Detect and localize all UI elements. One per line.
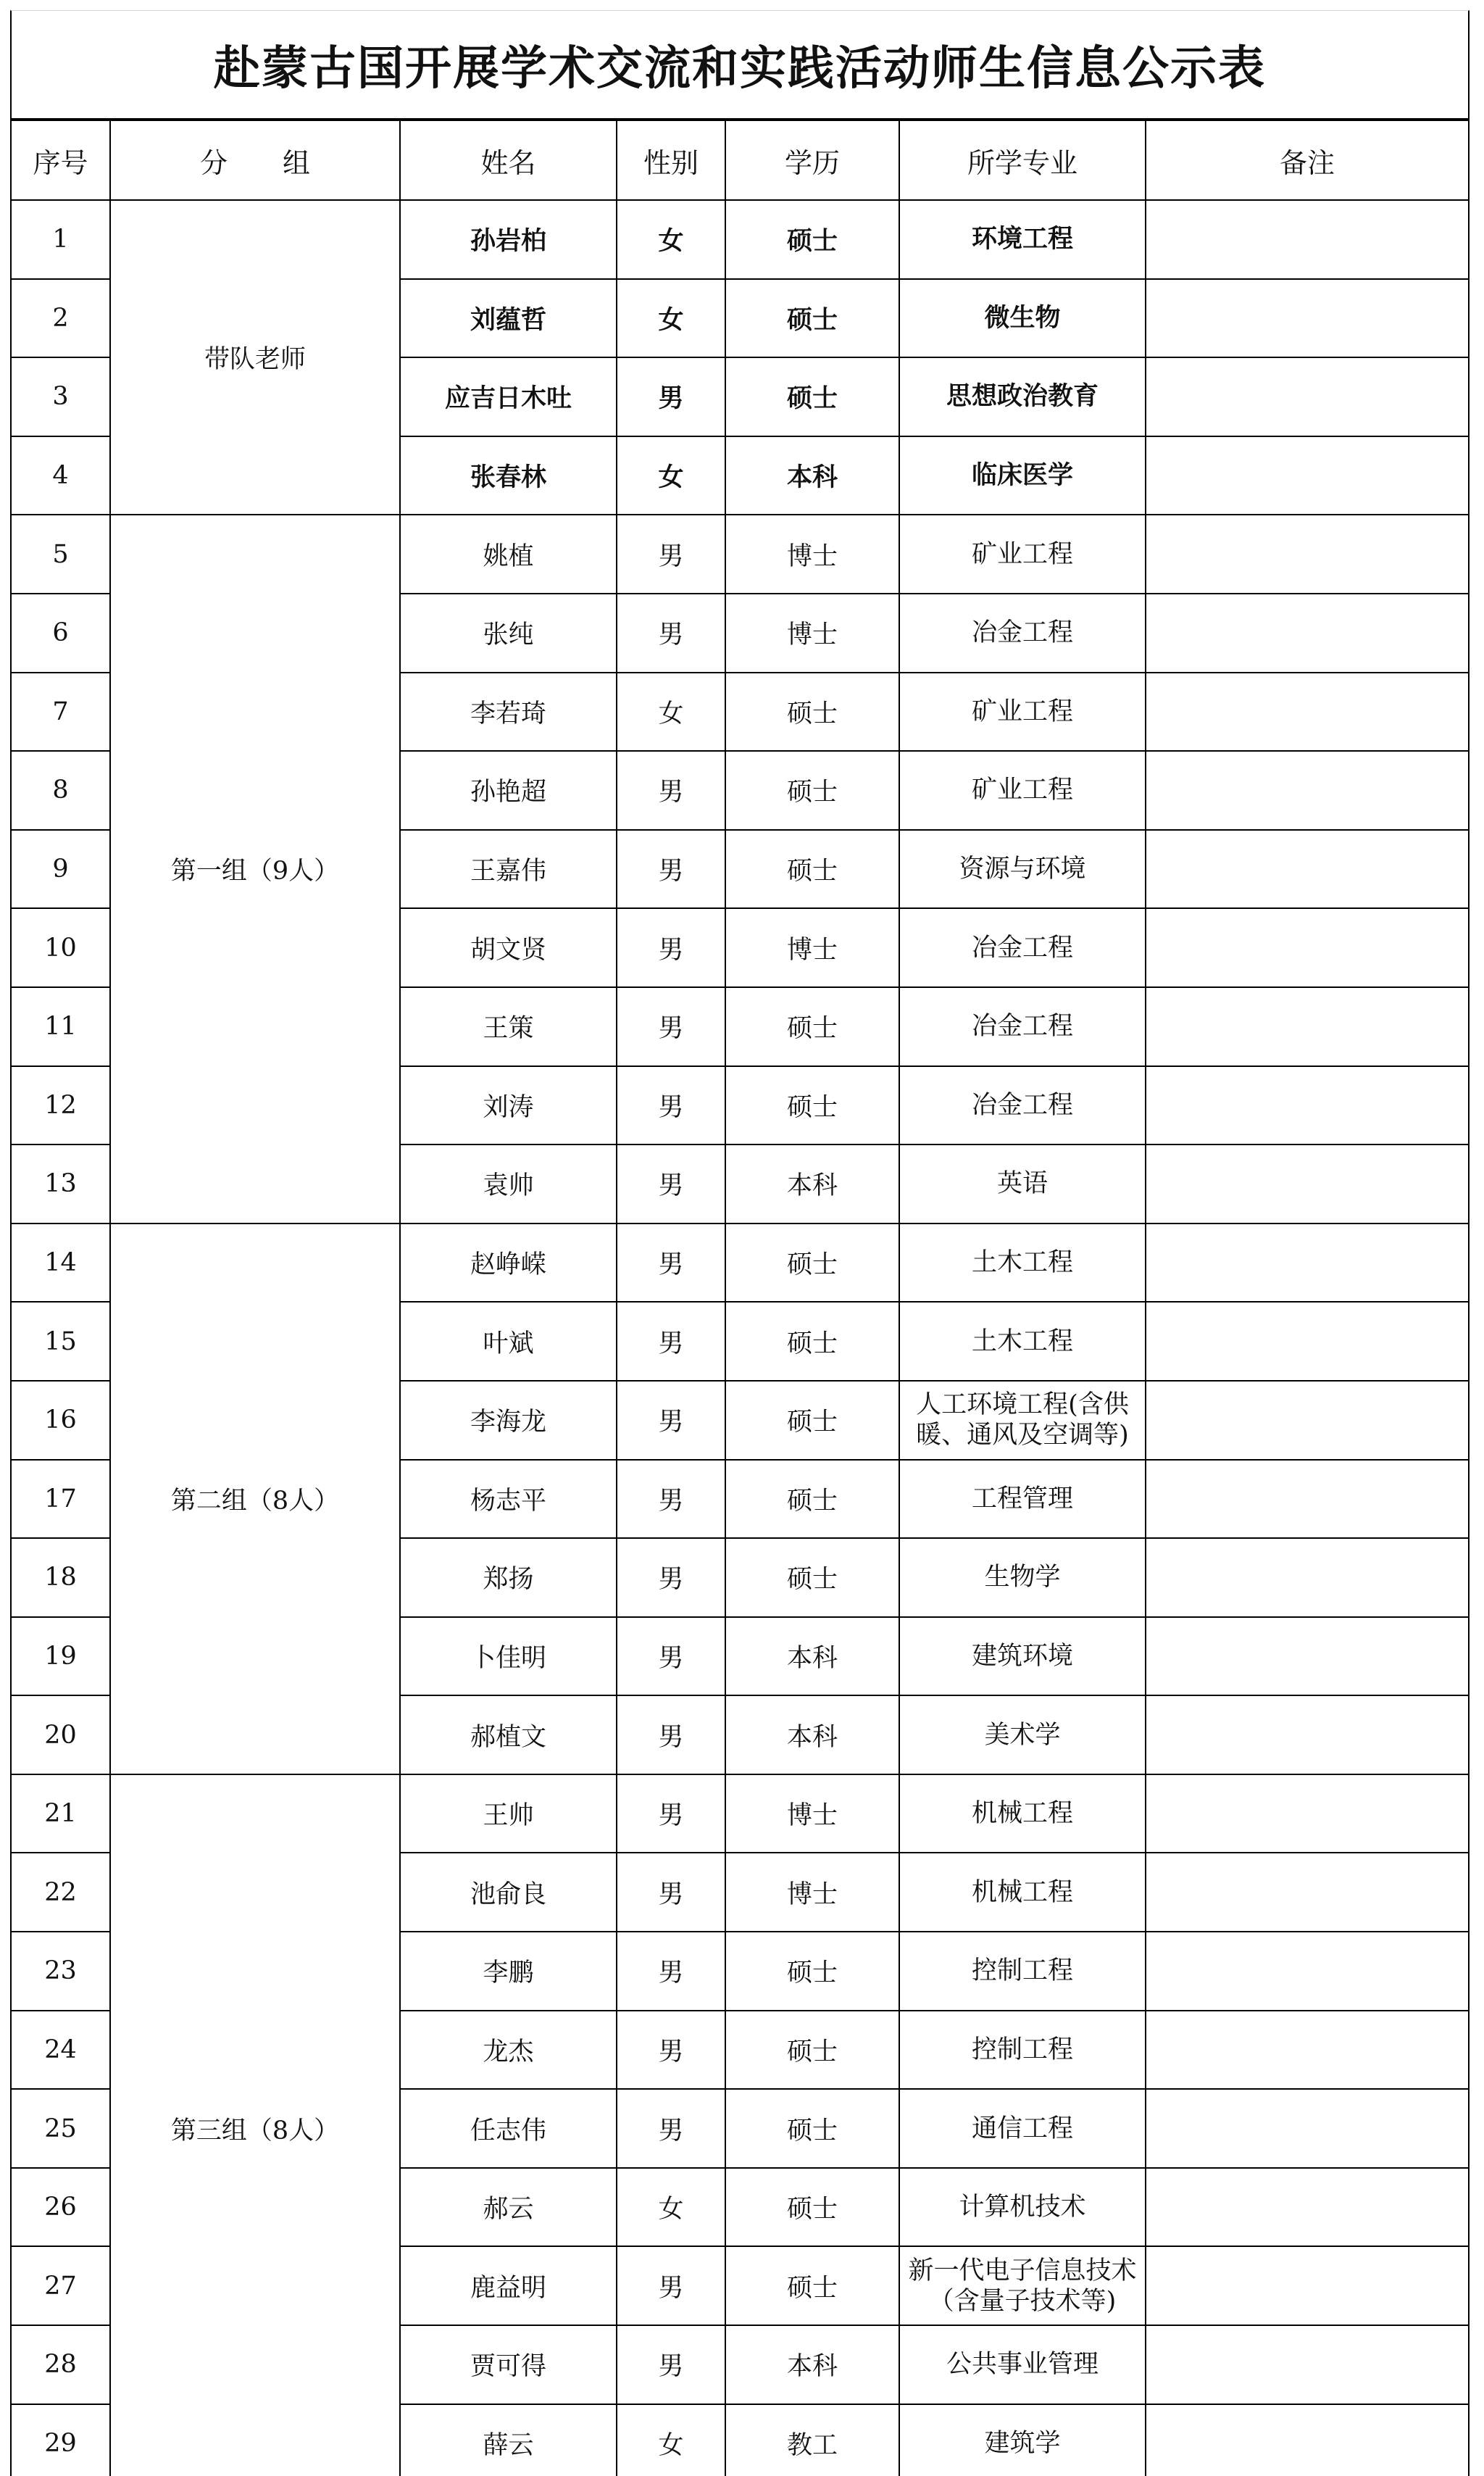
cell-remark [1146,1617,1468,1696]
cell-degree: 硕士 [725,2089,899,2168]
cell-remark [1146,673,1468,752]
cell-remark [1146,2089,1468,2168]
cell-seq: 13 [12,1144,110,1224]
cell-degree: 硕士 [725,357,899,436]
cell-major: 矿业工程 [899,751,1146,830]
cell-name: 袁帅 [400,1144,617,1224]
cell-remark [1146,1144,1468,1224]
cell-major: 土木工程 [899,1302,1146,1381]
cell-major: 环境工程 [899,200,1146,279]
cell-name: 王嘉伟 [400,830,617,909]
cell-name: 贾可得 [400,2325,617,2404]
cell-remark [1146,908,1468,987]
cell-major: 微生物 [899,279,1146,358]
cell-degree: 本科 [725,1617,899,1696]
cell-gender: 男 [617,1853,725,1932]
cell-gender: 男 [617,2325,725,2404]
cell-degree: 本科 [725,2325,899,2404]
cell-seq: 17 [12,1460,110,1539]
cell-seq: 21 [12,1774,110,1853]
cell-degree: 硕士 [725,1460,899,1539]
cell-gender: 女 [617,279,725,358]
cell-degree: 博士 [725,1774,899,1853]
cell-degree: 硕士 [725,673,899,752]
cell-gender: 男 [617,1381,725,1460]
cell-remark [1146,1774,1468,1853]
cell-remark [1146,200,1468,279]
cell-major: 控制工程 [899,1932,1146,2011]
cell-degree: 硕士 [725,1224,899,1303]
cell-gender: 男 [617,1774,725,1853]
cell-group: 带队老师 [110,200,400,515]
cell-seq: 1 [12,200,110,279]
cell-name: 池俞良 [400,1853,617,1932]
cell-seq: 27 [12,2246,110,2325]
cell-seq: 22 [12,1853,110,1932]
cell-degree: 教工 [725,2404,899,2476]
info-table [12,120,1468,2476]
cell-name: 孙艳超 [400,751,617,830]
cell-degree: 博士 [725,515,899,594]
cell-remark [1146,751,1468,830]
cell-degree: 硕士 [725,751,899,830]
cell-remark [1146,279,1468,358]
cell-seq: 19 [12,1617,110,1696]
cell-group: 第二组（8人） [110,1224,400,1774]
cell-gender: 男 [617,2089,725,2168]
cell-remark [1146,436,1468,515]
cell-degree: 硕士 [725,1381,899,1460]
cell-name: 叶斌 [400,1302,617,1381]
cell-remark [1146,1538,1468,1617]
cell-name: 张纯 [400,594,617,673]
cell-gender: 男 [617,357,725,436]
cell-gender: 男 [617,1695,725,1774]
cell-gender: 男 [617,594,725,673]
cell-major: 英语 [899,1144,1146,1224]
cell-degree: 硕士 [725,830,899,909]
cell-name: 孙岩柏 [400,200,617,279]
cell-major: 美术学 [899,1695,1146,1774]
cell-remark [1146,594,1468,673]
cell-seq: 14 [12,1224,110,1303]
cell-seq: 28 [12,2325,110,2404]
cell-seq: 25 [12,2089,110,2168]
cell-degree: 硕士 [725,1932,899,2011]
cell-remark [1146,515,1468,594]
cell-name: 刘蕴哲 [400,279,617,358]
cell-remark [1146,830,1468,909]
cell-degree: 硕士 [725,2168,899,2247]
cell-major: 通信工程 [899,2089,1146,2168]
cell-major: 生物学 [899,1538,1146,1617]
cell-gender: 男 [617,1144,725,1224]
cell-degree: 硕士 [725,279,899,358]
cell-major: 建筑学 [899,2404,1146,2476]
cell-major: 计算机技术 [899,2168,1146,2247]
cell-seq: 5 [12,515,110,594]
cell-gender: 男 [617,1460,725,1539]
cell-seq: 3 [12,357,110,436]
cell-major: 新一代电子信息技术（含量子技术等) [899,2246,1146,2325]
cell-degree: 硕士 [725,2246,899,2325]
cell-gender: 女 [617,673,725,752]
cell-gender: 男 [617,908,725,987]
cell-group: 第一组（9人） [110,515,400,1223]
header-degree: 学历 [725,120,899,200]
cell-name: 赵峥嵘 [400,1224,617,1303]
cell-seq: 16 [12,1381,110,1460]
cell-name: 胡文贤 [400,908,617,987]
cell-seq: 23 [12,1932,110,2011]
cell-name: 杨志平 [400,1460,617,1539]
cell-seq: 8 [12,751,110,830]
cell-gender: 男 [617,1224,725,1303]
cell-remark [1146,2325,1468,2404]
cell-gender: 男 [617,1538,725,1617]
cell-degree: 本科 [725,1695,899,1774]
cell-seq: 7 [12,673,110,752]
cell-remark [1146,2011,1468,2090]
cell-major: 建筑环境 [899,1617,1146,1696]
cell-gender: 女 [617,436,725,515]
cell-major: 控制工程 [899,2011,1146,2090]
cell-name: 王帅 [400,1774,617,1853]
cell-name: 卜佳明 [400,1617,617,1696]
cell-name: 鹿益明 [400,2246,617,2325]
cell-seq: 12 [12,1066,110,1145]
title-box [12,11,1468,120]
cell-gender: 男 [617,1617,725,1696]
cell-gender: 男 [617,1302,725,1381]
cell-remark [1146,1932,1468,2011]
cell-major: 人工环境工程(含供暖、通风及空调等) [899,1381,1146,1460]
cell-remark [1146,1695,1468,1774]
cell-seq: 26 [12,2168,110,2247]
cell-name: 李若琦 [400,673,617,752]
cell-major: 机械工程 [899,1853,1146,1932]
table-body [12,200,1468,2476]
cell-remark [1146,357,1468,436]
cell-gender: 男 [617,2011,725,2090]
cell-gender: 男 [617,1932,725,2011]
cell-remark [1146,1302,1468,1381]
cell-degree: 硕士 [725,1302,899,1381]
header-gender: 性别 [617,120,725,200]
cell-major: 思想政治教育 [899,357,1146,436]
cell-seq: 6 [12,594,110,673]
cell-remark [1146,1224,1468,1303]
header-major: 所学专业 [899,120,1146,200]
cell-remark [1146,1381,1468,1460]
cell-gender: 男 [617,515,725,594]
cell-name: 刘涛 [400,1066,617,1145]
header-group: 分 组 [110,120,400,200]
cell-remark [1146,2168,1468,2247]
cell-seq: 11 [12,987,110,1066]
cell-major: 矿业工程 [899,515,1146,594]
cell-gender: 女 [617,2168,725,2247]
cell-degree: 本科 [725,1144,899,1224]
cell-seq: 20 [12,1695,110,1774]
cell-major: 冶金工程 [899,1066,1146,1145]
cell-seq: 4 [12,436,110,515]
cell-remark [1146,1853,1468,1932]
cell-major: 冶金工程 [899,594,1146,673]
table-row [12,515,1468,594]
cell-seq: 2 [12,279,110,358]
cell-gender: 女 [617,2404,725,2476]
cell-remark [1146,1460,1468,1539]
cell-degree: 博士 [725,594,899,673]
header-name: 姓名 [400,120,617,200]
cell-seq: 15 [12,1302,110,1381]
cell-gender: 男 [617,2246,725,2325]
cell-remark [1146,1066,1468,1145]
cell-gender: 女 [617,200,725,279]
cell-gender: 男 [617,987,725,1066]
cell-major: 冶金工程 [899,908,1146,987]
cell-name: 李鹏 [400,1932,617,2011]
notice-sheet [10,10,1470,2476]
cell-degree: 硕士 [725,987,899,1066]
cell-name: 郝云 [400,2168,617,2247]
cell-degree: 本科 [725,436,899,515]
cell-group: 第三组（8人） [110,1774,400,2476]
cell-remark [1146,2404,1468,2476]
cell-degree: 硕士 [725,1066,899,1145]
cell-name: 郑扬 [400,1538,617,1617]
page-title: 赴蒙古国开展学术交流和实践活动师生信息公示表 [214,41,1266,96]
header-remark: 备注 [1146,120,1468,200]
cell-seq: 24 [12,2011,110,2090]
cell-seq: 9 [12,830,110,909]
cell-name: 郝植文 [400,1695,617,1774]
table-row [12,1774,1468,1853]
cell-major: 土木工程 [899,1224,1146,1303]
cell-degree: 硕士 [725,1538,899,1617]
cell-degree: 博士 [725,1853,899,1932]
cell-seq: 29 [12,2404,110,2476]
cell-remark [1146,987,1468,1066]
cell-gender: 男 [617,1066,725,1145]
cell-gender: 男 [617,751,725,830]
cell-name: 龙杰 [400,2011,617,2090]
cell-name: 李海龙 [400,1381,617,1460]
cell-major: 机械工程 [899,1774,1146,1853]
cell-name: 薛云 [400,2404,617,2476]
table-row [12,200,1468,279]
cell-degree: 博士 [725,908,899,987]
cell-name: 任志伟 [400,2089,617,2168]
table-row [12,1224,1468,1303]
cell-remark [1146,2246,1468,2325]
cell-name: 张春林 [400,436,617,515]
cell-major: 资源与环境 [899,830,1146,909]
cell-name: 姚植 [400,515,617,594]
cell-gender: 男 [617,830,725,909]
cell-major: 临床医学 [899,436,1146,515]
cell-major: 公共事业管理 [899,2325,1146,2404]
cell-major: 冶金工程 [899,987,1146,1066]
cell-name: 应吉日木吐 [400,357,617,436]
cell-name: 王策 [400,987,617,1066]
cell-major: 工程管理 [899,1460,1146,1539]
header-seq: 序号 [12,120,110,200]
cell-seq: 10 [12,908,110,987]
cell-degree: 硕士 [725,200,899,279]
cell-degree: 硕士 [725,2011,899,2090]
header-row [12,120,1468,200]
cell-seq: 18 [12,1538,110,1617]
cell-major: 矿业工程 [899,673,1146,752]
